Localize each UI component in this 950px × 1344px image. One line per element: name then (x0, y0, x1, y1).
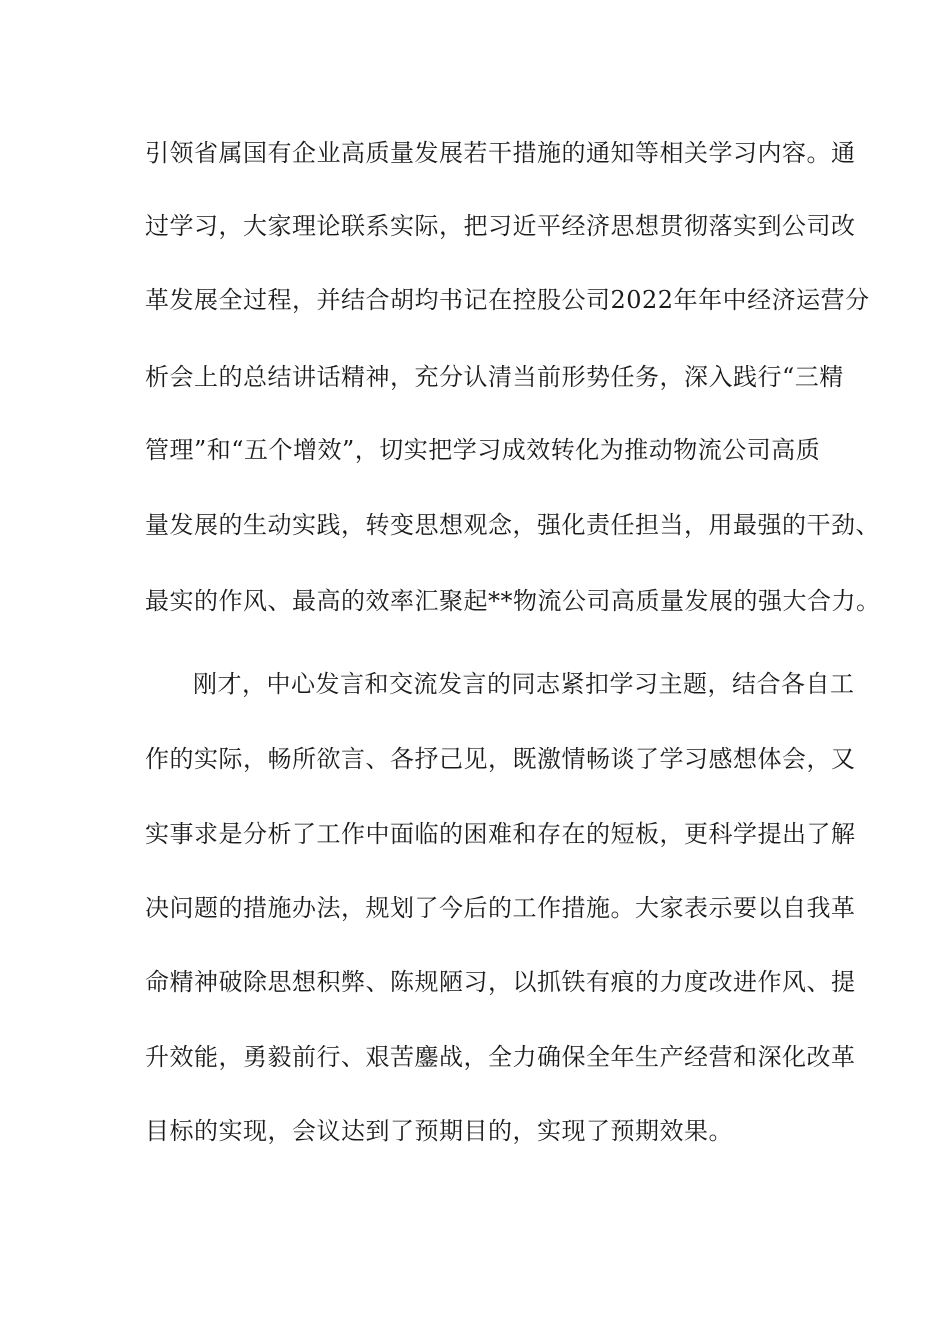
text-line: 最实的作风、最高的效率汇聚起**物流公司高质量发展的强大合力。 (145, 587, 881, 615)
text-line: 命精神破除思想积弊、陈规陋习，以抓铁有痕的力度改进作风、提 (145, 968, 856, 996)
text-line: 实事求是分析了工作中面临的困难和存在的短板，更科学提出了解 (145, 820, 856, 848)
text-line: 量发展的生动实践，转变思想观念，强化责任担当，用最强的干劲、 (145, 511, 880, 539)
text-line: 升效能，勇毅前行、艰苦鏖战，全力确保全年生产经营和深化改革 (145, 1043, 856, 1071)
text-line: 析会上的总结讲话精神，充分认清当前形势任务，深入践行“三精 (145, 363, 844, 391)
text-line: 刚才，中心发言和交流发言的同志紧扣学习主题，结合各自工 (193, 670, 855, 698)
text-line: 引领省属国有企业高质量发展若干措施的通知等相关学习内容。通 (145, 139, 856, 167)
text-line: 目标的实现，会议达到了预期目的，实现了预期效果。 (145, 1117, 733, 1145)
text-line: 管理”和“五个增效”，切实把学习成效转化为推动物流公司高质 (145, 436, 821, 464)
text-line: 作的实际，畅所欲言、各抒己见，既激情畅谈了学习感想体会，又 (145, 745, 856, 773)
text-line: 革发展全过程，并结合胡均书记在控股公司2022年年中经济运营分 (145, 286, 870, 314)
text-line: 过学习，大家理论联系实际，把习近平经济思想贯彻落实到公司改 (145, 212, 856, 240)
text-line: 决问题的措施办法，规划了今后的工作措施。大家表示要以自我革 (145, 894, 856, 922)
